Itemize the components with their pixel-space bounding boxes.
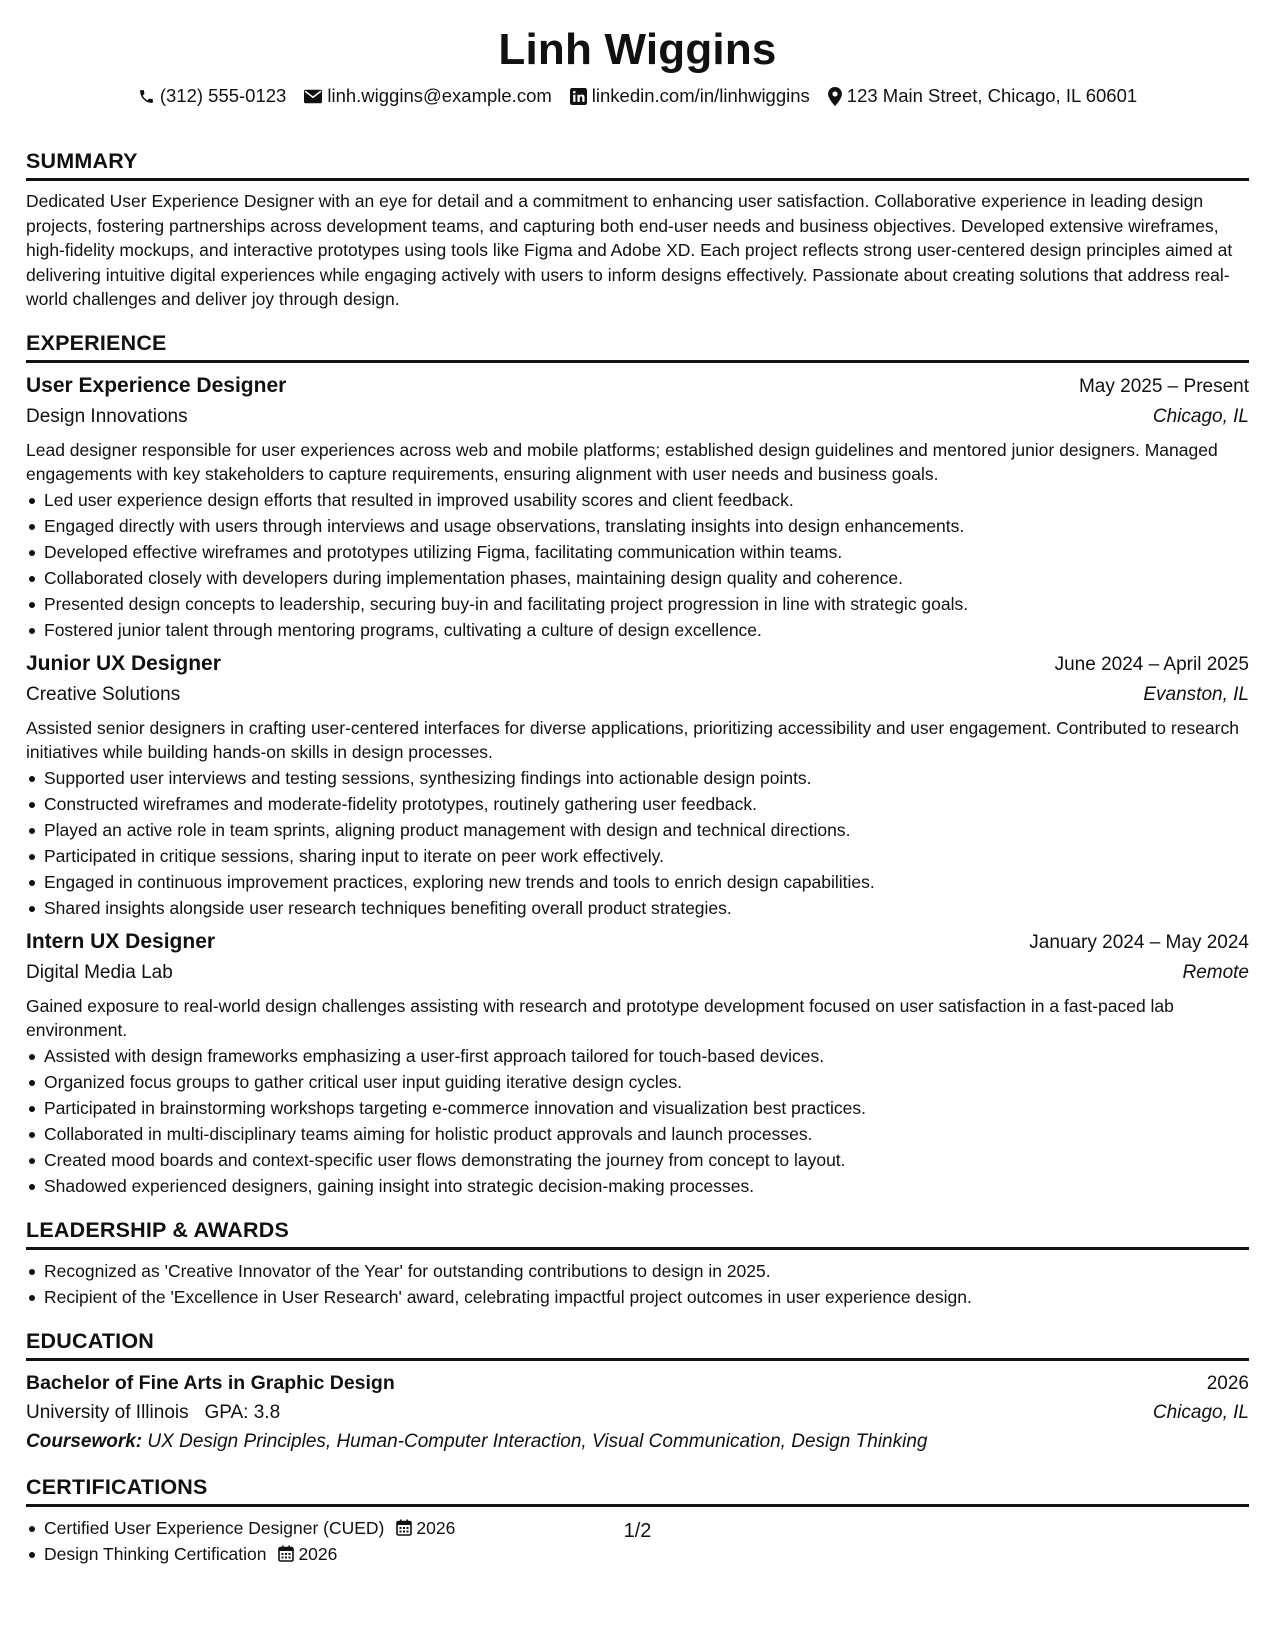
education-section <box>26 1328 1249 1456</box>
awards-list <box>26 1258 1249 1310</box>
leadership-section <box>26 1217 1249 1310</box>
list-item: Led user experience design efforts that resulted in improved usability scores and client feedback. <box>26 487 1249 513</box>
map-pin-icon <box>828 87 842 106</box>
job-description: Assisted senior designers in crafting user-centered interfaces for diverse applications, prioritizing accessibility and user engagement. Contributed to research initiatives while building hands-on skills in design processes. <box>26 717 1239 762</box>
certification-year: 2026 <box>298 1543 338 1564</box>
coursework-list: UX Design Principles, Human-Computer Interaction, Visual Communication, Design Thinking <box>147 1430 928 1452</box>
list-item: Constructed wireframes and moderate-fidelity prototypes, routinely gathering user feedback. <box>26 791 1249 817</box>
calendar-icon <box>278 1545 294 1562</box>
experience-section <box>26 330 1249 1199</box>
section-title-leadership: LEADERSHIP & AWARDS <box>26 1217 1249 1250</box>
section-title-experience: EXPERIENCE <box>26 330 1249 363</box>
certification-name: Certified User Experience Designer (CUED) <box>44 1517 385 1538</box>
list-item: Organized focus groups to gather critical user input guiding iterative design cycles. <box>26 1069 1249 1095</box>
job-bullets <box>26 1043 1249 1199</box>
list-item: Recognized as 'Creative Innovator of the Year' for outstanding contributions to design in 2025. <box>26 1258 1249 1284</box>
address-text: 123 Main Street, Chicago, IL 60601 <box>846 85 1138 106</box>
resume-page <box>26 0 1249 1567</box>
list-item: Collaborated closely with developers during implementation phases, maintaining design quality and coherence. <box>26 565 1249 591</box>
job-company: Digital Media Lab <box>26 961 173 983</box>
job-description: Lead designer responsible for user experiences across web and mobile platforms; established design guidelines and mentored junior designers. Managed engagements with key stakeholders to capture requirements, ensuring alignment with user needs and business goals. <box>26 439 1218 484</box>
job-entry <box>26 649 1249 921</box>
contact-email[interactable] <box>304 84 551 108</box>
linkedin-link[interactable]: linkedin.com/in/linhwiggins <box>591 85 810 106</box>
page-number: 1/2 <box>623 1520 652 1542</box>
coursework-label: Coursework: <box>26 1430 143 1452</box>
summary-text: Dedicated User Experience Designer with an eye for detail and a commitment to enhancing user satisfaction. Collaborative experience in leading design projects, fostering partnerships across development teams, and capturing both end-user needs and business objectives. Developed extensive wireframes, high-fidelity mockups, and interactive prototypes using tools like Figma and Adobe XD. Each project reflects strong user-centered design principles aimed at delivering intuitive digital experiences while engaging actively with users to inform designs effectively. Passionate about creating solutions that address real-world challenges and deliver joy through design. <box>26 191 1233 309</box>
email-link[interactable]: linh.wiggins@example.com <box>327 85 552 106</box>
section-title-summary: SUMMARY <box>26 148 1249 181</box>
list-item: Participated in brainstorming workshops targeting e-commerce innovation and visualization best practices. <box>26 1095 1249 1121</box>
job-description: Gained exposure to real-world design challenges assisting with research and prototype development focused on user satisfaction in a fast-paced lab environment. <box>26 995 1174 1040</box>
job-location: Evanston, IL <box>1143 683 1249 705</box>
list-item: Shared insights alongside user research techniques benefiting overall product strategies. <box>26 895 1249 921</box>
job-entry <box>26 371 1249 643</box>
section-title-certifications: CERTIFICATIONS <box>26 1474 1249 1507</box>
job-title: User Experience Designer <box>26 373 287 397</box>
phone-icon <box>138 88 155 105</box>
list-item: Recipient of the 'Excellence in User Research' award, celebrating impactful project outcomes in user experience design. <box>26 1284 1249 1310</box>
section-title-education: EDUCATION <box>26 1328 1249 1361</box>
job-location: Remote <box>1182 961 1249 983</box>
list-item: Supported user interviews and testing sessions, synthesizing findings into actionable design points. <box>26 765 1249 791</box>
linkedin-icon <box>570 88 587 105</box>
job-bullets <box>26 487 1249 643</box>
contact-address <box>828 84 1137 108</box>
contact-bar <box>26 84 1249 108</box>
list-item: Played an active role in team sprints, aligning product management with design and technical directions. <box>26 817 1249 843</box>
list-item: Engaged in continuous improvement practices, exploring new trends and tools to enrich design capabilities. <box>26 869 1249 895</box>
school-location: Chicago, IL <box>1152 1401 1249 1423</box>
job-dates: June 2024 – April 2025 <box>1054 653 1249 675</box>
list-item: Engaged directly with users through interviews and usage observations, translating insights into design enhancements. <box>26 513 1249 539</box>
summary-section <box>26 148 1249 312</box>
list-item: Shadowed experienced designers, gaining insight into strategic decision-making processes. <box>26 1173 1249 1199</box>
contact-phone <box>138 84 287 108</box>
list-item: Fostered junior talent through mentoring programs, cultivating a culture of design excellence. <box>26 617 1249 643</box>
coursework <box>26 1428 1249 1456</box>
job-company: Creative Solutions <box>26 683 181 705</box>
list-item <box>26 1541 1249 1567</box>
job-company: Design Innovations <box>26 405 188 427</box>
certification-name: Design Thinking Certification <box>44 1543 267 1564</box>
job-entry <box>26 927 1249 1199</box>
phone-text: (312) 555-0123 <box>159 85 287 106</box>
list-item: Assisted with design frameworks emphasizing a user-first approach tailored for touch-based devices. <box>26 1043 1249 1069</box>
school-name: University of Illinois <box>26 1401 189 1423</box>
contact-linkedin[interactable] <box>570 84 810 108</box>
gpa: GPA: 3.8 <box>204 1401 281 1423</box>
envelope-icon <box>304 89 322 104</box>
graduation-year: 2026 <box>1206 1372 1249 1394</box>
job-bullets <box>26 765 1249 921</box>
school <box>26 1398 280 1428</box>
list-item: Created mood boards and context-specific user flows demonstrating the journey from concept to layout. <box>26 1147 1249 1173</box>
list-item: Participated in critique sessions, sharing input to iterate on peer work effectively. <box>26 843 1249 869</box>
candidate-name: Linh Wiggins <box>498 25 777 74</box>
job-dates: January 2024 – May 2024 <box>1029 931 1249 953</box>
certification-year: 2026 <box>416 1517 456 1538</box>
list-item: Collaborated in multi-disciplinary teams aiming for holistic product approvals and launch processes. <box>26 1121 1249 1147</box>
degree: Bachelor of Fine Arts in Graphic Design <box>26 1371 395 1394</box>
job-dates: May 2025 – Present <box>1078 375 1249 397</box>
certification <box>44 1541 1249 1567</box>
job-location: Chicago, IL <box>1152 405 1249 427</box>
job-title: Junior UX Designer <box>26 651 221 675</box>
job-title: Intern UX Designer <box>26 929 216 953</box>
list-item: Developed effective wireframes and prototypes utilizing Figma, facilitating communication within teams. <box>26 539 1249 565</box>
list-item: Presented design concepts to leadership, securing buy-in and facilitating project progression in line with strategic goals. <box>26 591 1249 617</box>
